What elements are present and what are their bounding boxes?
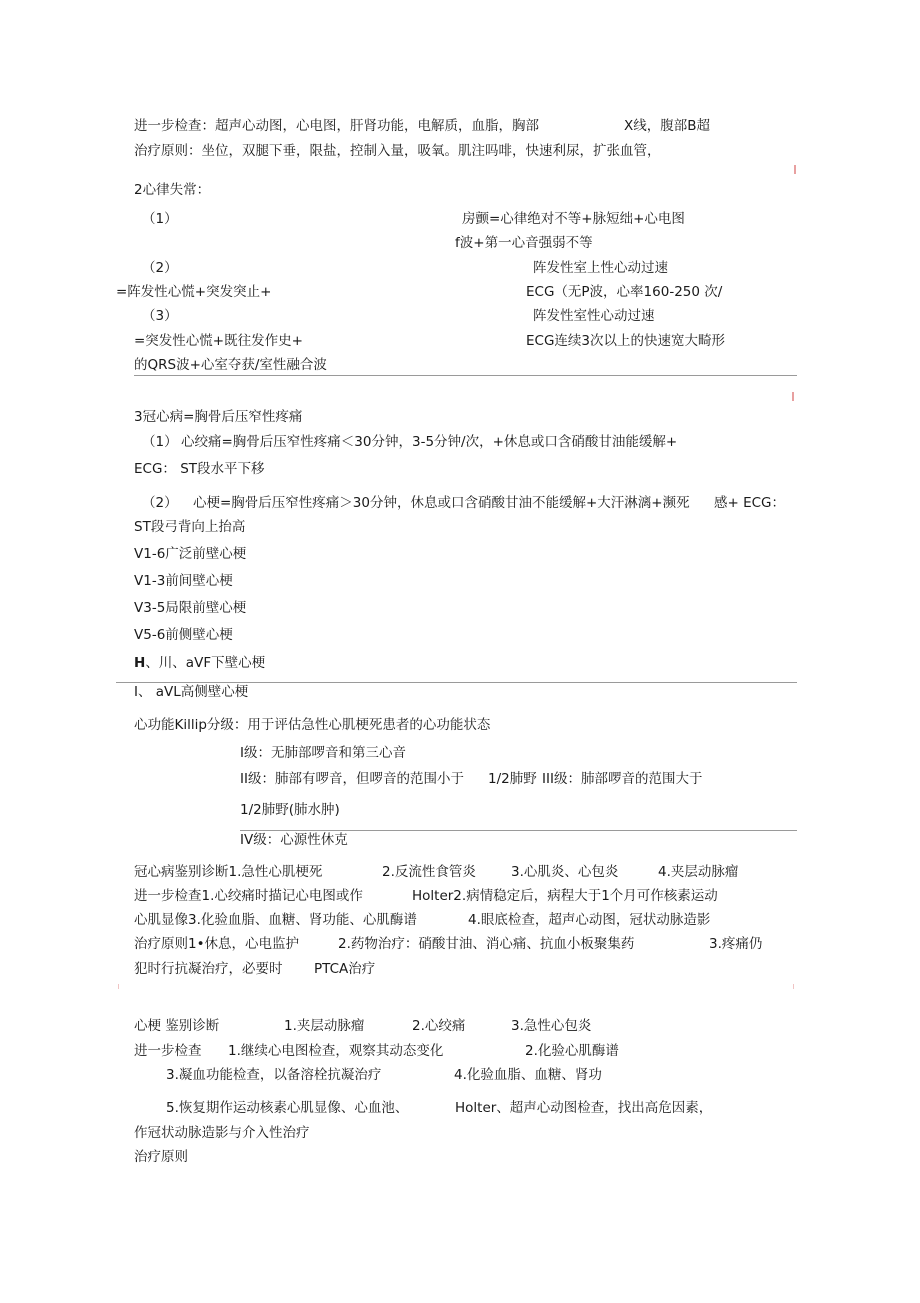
text-line: 2.药物治疗：硝酸甘油、消心痛、抗血小板聚集药	[338, 936, 635, 952]
text-line: 心肌显像3.化验血脂、血糖、肾功能、心肌酶谱	[134, 912, 417, 928]
text-line: 2.心绞痛	[412, 1018, 466, 1034]
text-line: 3.疼痛仍	[709, 936, 763, 952]
text-line: 5.恢复期作运动核素心肌显像、心血池、	[166, 1100, 409, 1116]
text-line: =突发性心慌+既往发作史+	[134, 333, 303, 349]
list-number: （3）	[142, 308, 178, 324]
list-item: I级：无肺部啰音和第三心音	[240, 745, 406, 761]
text-line: 进一步检查：超声心动图，心电图，肝肾功能，电解质，血脂，胸部	[134, 118, 539, 134]
list-item: II级：肺部有啰音，但啰音的范围小于	[240, 771, 464, 787]
text-line: =阵发性心慌+突发突止+	[116, 284, 272, 300]
text-line: 阵发性室上性心动过速	[533, 260, 668, 276]
text-line: 2.反流性食管炎	[382, 864, 476, 880]
text-line: ECG： ST段水平下移	[134, 461, 265, 477]
text-line: Holter2.病情稳定后，病程大于1个月可作核素运动	[412, 888, 718, 904]
section-heading: 2心律失常：	[134, 182, 211, 198]
text-line: ECG（无P波，心率160-250 次/	[526, 284, 723, 300]
text-line: 犯时行抗凝治疗，必要时	[134, 961, 283, 977]
text-line: f波+第一心音强弱不等	[455, 235, 593, 251]
text-line: ECG连续3次以上的快速宽大畸形	[526, 333, 726, 349]
list-item: V5-6前侧壁心梗	[134, 627, 233, 643]
text-line: 1.继续心电图检查，观察其动态变化	[228, 1043, 444, 1059]
text-line: 1/2肺野	[488, 771, 537, 787]
text-line: 冠心病鉴别诊断1.急性心肌梗死	[134, 864, 323, 880]
text-line: 的QRS波+心室夺获/室性融合波	[134, 357, 327, 373]
text-line: 进一步检查	[134, 1043, 202, 1059]
text-line: 心绞痛=胸骨后压窄性疼痛＜30分钟，3-5分钟/次，+休息或口含硝酸甘油能缓解+	[181, 434, 678, 450]
text-line: 1.夹层动脉瘤	[284, 1018, 365, 1034]
page-mark	[792, 392, 794, 401]
text-line: 进一步检查1.心绞痛时描记心电图或作	[134, 888, 363, 904]
text-line: ST段弓背向上抬高	[134, 519, 246, 535]
text-line: 治疗原则：坐位，双腿下垂，限盐，控制入量，吸氧。肌注吗啡，快速利尿，扩张血管，	[134, 143, 661, 159]
list-item: V1-6广泛前壁心梗	[134, 546, 247, 562]
page-mark	[793, 984, 794, 989]
list-number: （1）	[142, 211, 178, 227]
text-line: 心梗 鉴别诊断	[134, 1018, 220, 1034]
list-item: III级：肺部啰音的范围大于	[542, 771, 703, 787]
text-line: 3.急性心包炎	[511, 1018, 592, 1034]
list-number: （2）	[142, 495, 178, 511]
text-line: 2.化验心肌酶谱	[525, 1043, 619, 1059]
list-item: I、 aVL高侧壁心梗	[134, 684, 249, 700]
text-line: 作冠状动脉造影与介入性治疗	[134, 1125, 310, 1141]
text-line: 4.眼底检查，超声心动图，冠状动脉造影	[468, 912, 711, 928]
list-number: （2）	[142, 260, 178, 276]
text-line: PTCA治疗	[314, 961, 376, 977]
divider	[134, 375, 797, 376]
text-line: 4.化验血脂、血糖、肾功	[454, 1067, 602, 1083]
text-line: 治疗原则1•休息，心电监护	[134, 936, 300, 952]
list-item-text: 、川、aVF下壁心梗	[145, 655, 266, 671]
text-line: 3.心肌炎、心包炎	[511, 864, 619, 880]
text-line: 房颤=心律绝对不等+脉短绌+心电图	[462, 211, 685, 227]
text-line: 阵发性室性心动过速	[533, 308, 655, 324]
list-item: IV级：心源性休克	[240, 832, 348, 848]
page-mark	[794, 165, 796, 174]
text-line: 3.凝血功能检查，以备溶栓抗凝治疗	[166, 1067, 382, 1083]
list-number: （1）	[142, 434, 178, 450]
text-line: 感+ ECG：	[714, 495, 786, 511]
lead-label: H	[134, 655, 146, 671]
text-line: Holter、超声心动图检查，找出高危因素，	[455, 1100, 713, 1116]
page-mark	[118, 984, 119, 989]
text-line: 1/2肺野(肺水肿)	[240, 802, 340, 818]
section-heading: 3冠心病=胸骨后压窄性疼痛	[134, 409, 303, 425]
list-item	[134, 654, 265, 672]
list-item: V3-5局限前壁心梗	[134, 600, 247, 616]
text-line: 心梗=胸骨后压窄性疼痛＞30分钟，休息或口含硝酸甘油不能缓解+大汗淋漓+濒死	[193, 495, 690, 511]
section-heading: 治疗原则	[134, 1149, 188, 1165]
text-line: 4.夹层动脉瘤	[658, 864, 739, 880]
text-line: X线，腹部B超	[624, 118, 711, 134]
list-item: V1-3前间壁心梗	[134, 573, 233, 589]
section-heading: 心功能Killip分级：用于评估急性心肌梗死患者的心功能状态	[134, 717, 491, 733]
